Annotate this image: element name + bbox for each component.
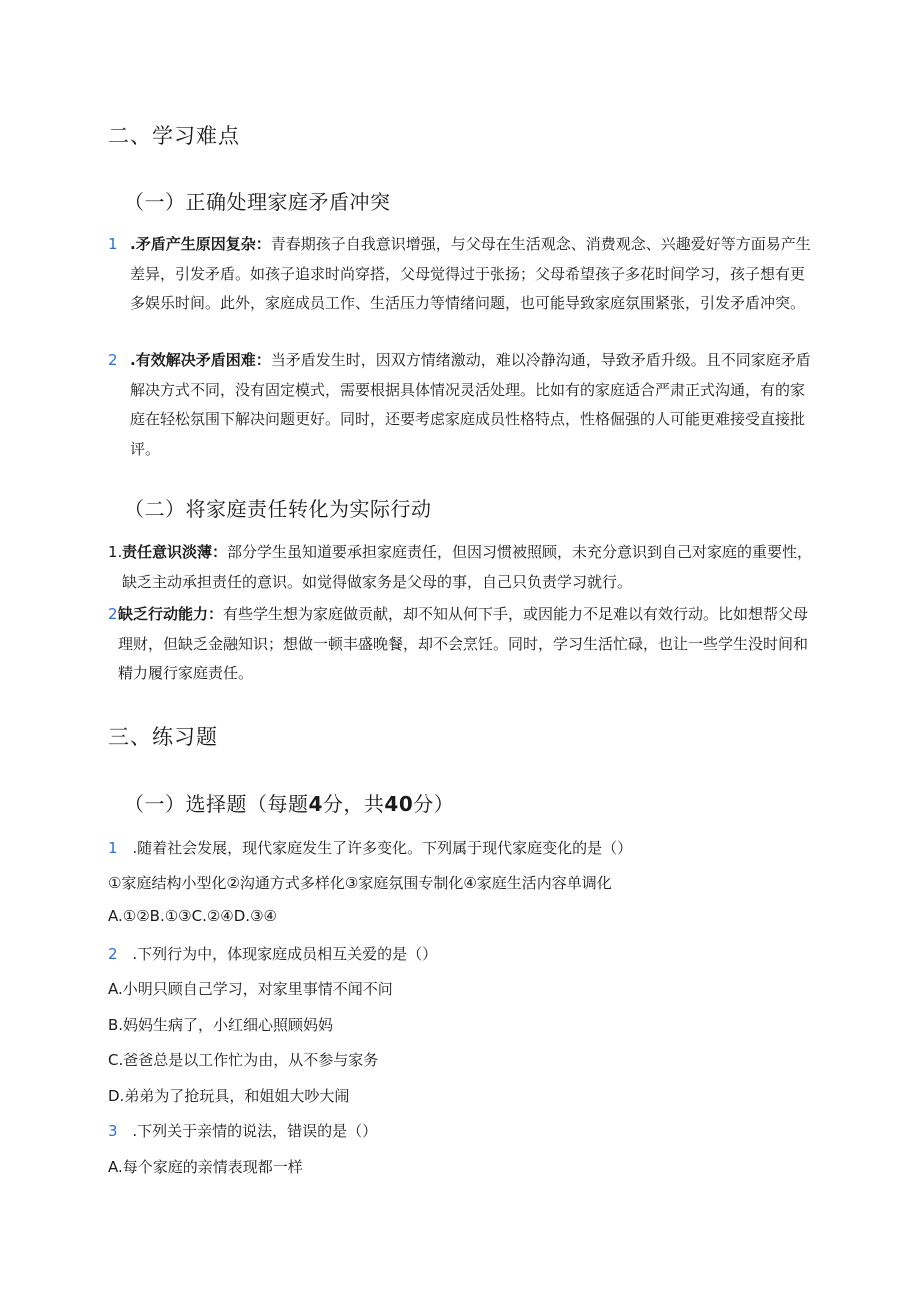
question-2-option-c: C.爸爸总是以工作忙为由，从不参与家务 — [108, 1051, 379, 1069]
question-3-option-a: A.每个家庭的亲情表现都一样 — [108, 1158, 303, 1176]
question-text: .下列关于亲情的说法，错误的是（） — [132, 1122, 378, 1140]
list-number: 2 — [108, 351, 118, 369]
heading-text: 分） — [413, 792, 455, 816]
question-number: 3 — [108, 1122, 118, 1140]
heading-text: （一）选择题（每题 — [124, 792, 309, 816]
list-item-title: .有效解决矛盾困难： — [130, 351, 271, 369]
list-number: 1. — [108, 543, 123, 561]
points-per-question: 4 — [308, 792, 323, 816]
subsection-heading-conflict: （一）正确处理家庭矛盾冲突 — [124, 190, 391, 214]
subsection-heading-multiple-choice — [124, 788, 454, 817]
list-item-text — [130, 230, 816, 319]
list-item-title: 责任意识淡薄： — [122, 543, 228, 561]
question-text: .随着社会发展，现代家庭发生了许多变化。下列属于现代家庭变化的是（） — [132, 839, 633, 857]
list-item-title: 缺乏行动能力： — [118, 605, 224, 623]
question-2-option-d: D.弟弟为了抢玩具，和姐姐大吵大闹 — [108, 1087, 350, 1105]
list-item-text — [118, 600, 816, 689]
list-item-text — [130, 346, 816, 464]
question-1-stem — [108, 837, 632, 858]
subsection-heading-responsibility: （二）将家庭责任转化为实际行动 — [124, 497, 432, 521]
section-heading-difficulties: 二、学习难点 — [108, 124, 240, 148]
question-3-stem — [108, 1120, 377, 1141]
question-2-stem — [108, 943, 437, 964]
list-item-text — [122, 538, 816, 597]
list-item-body: 部分学生虽知道要承担家庭责任，但因习惯被照顾，未充分意识到自己对家庭的重要性，缺乏主动承担责任的意识。如觉得做家务是父母的事，自己只负责学习就行。 — [122, 543, 813, 591]
heading-text: 分，共 — [322, 792, 385, 816]
list-item-body: 有些学生想为家庭做贡献，却不知从何下手，或因能力不足难以有效行动。比如想帮父母理财，但缺乏金融知识；想做一顿丰盛晚餐，却不会烹饪。同时，学习生活忙碌，也让一些学生没时间和精力履行家庭责任。 — [118, 605, 809, 682]
list-item-body: 青春期孩子自我意识增强，与父母在生活观念、消费观念、兴趣爱好等方面易产生差异，引发矛盾。如孩子追求时尚穿搭，父母觉得过于张扬；父母希望孩子多花时间学习，孩子想有更多娱乐时间。此外，家庭成员工作、生活压力等情绪问题，也可能导致家庭氛围紧张，引发矛盾冲突。 — [130, 235, 811, 312]
list-number: 1 — [108, 235, 118, 253]
total-points: 40 — [384, 792, 414, 816]
question-2-option-b: B.妈妈生病了，小红细心照顾妈妈 — [108, 1016, 334, 1034]
question-number: 2 — [108, 945, 118, 963]
question-text: .下列行为中，体现家庭成员相互关爱的是（） — [132, 945, 438, 963]
list-item-title: .矛盾产生原因复杂： — [130, 235, 271, 253]
question-1-options: A.①②B.①③C.②④D.③④ — [108, 907, 277, 925]
question-number: 1 — [108, 839, 118, 857]
list-item-body: 当矛盾发生时，因双方情绪激动，难以冷静沟通，导致矛盾升级。且不同家庭矛盾解决方式不同，没有固定模式，需要根据具体情况灵活处理。比如有的家庭适合严肃正式沟通，有的家庭在轻松氛围下解决问题更好。同时，还要考虑家庭成员性格特点，性格倔强的人可能更难接受直接批评。 — [130, 351, 811, 458]
list-number: 2 — [108, 605, 118, 623]
question-1-statements: ①家庭结构小型化②沟通方式多样化③家庭氛围专制化④家庭生活内容单调化 — [108, 874, 612, 892]
section-heading-exercises: 三、练习题 — [108, 725, 218, 749]
question-2-option-a: A.小明只顾自己学习，对家里事情不闻不问 — [108, 980, 393, 998]
